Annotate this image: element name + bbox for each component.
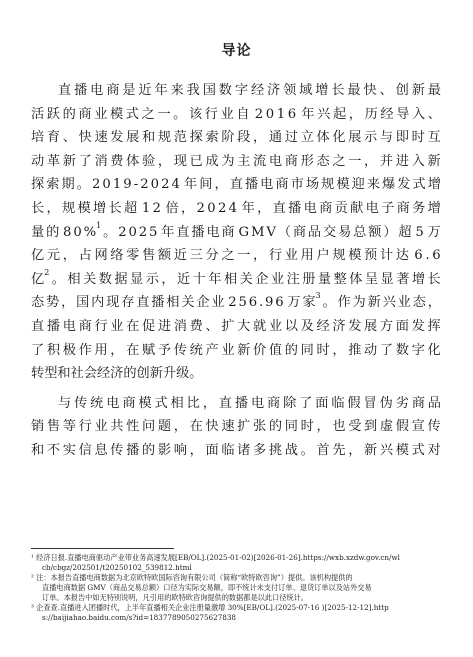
text-line: 亿$^2$ 。 相 关 数 据 显 示 ， 近 十 年 相 关 企 业 注 册 量 整 体 呈 显 著 增 长 — [31, 267, 441, 287]
footnote-marker: 3 — [315, 291, 321, 301]
text-line: 销 售 等 行 业 共 性 问 题 ， 在 快 速 扩 张 的 同 时 ， 也 受 到 虚 假 宣 传 — [31, 419, 441, 435]
paragraph-2 — [31, 392, 441, 463]
footnote-line: cb/cbgz/202501/t20250102_539812.html — [42, 563, 192, 572]
text-line: 动 革 新 了 消 费 体 验 ， 现 已 成 为 主 流 电 商 形 态 之 一 ， 并 进 入 新 — [31, 153, 441, 169]
text-line: 了 积 极 作 用 ， 在 赋 予 传 统 产 业 新 价 值 的 同 时 ， 推 动 了 数 字 化 — [31, 342, 441, 358]
footnotes — [31, 553, 443, 623]
footnote-marker: 1 — [96, 220, 102, 230]
footnote-line: 订单。本报告中如无特别说明，凡引用的欧特欧咨询提供的数据都是以此口径统计。 — [42, 593, 308, 602]
footnote-divider — [31, 548, 174, 549]
footnote-line: ³ 企查查.直播进入团播时代，上半年直播相关企业注册量激增 30%[EB/OL].(2025-07-16 )[2025-12-12].http — [31, 603, 389, 612]
text-line: 活 跃 的 商 业 模 式 之 一 。 该 行 业 自 2 0 1 6 年 兴 起 ， 历 经 导 入 、 — [31, 106, 441, 122]
footnote-marker: 2 — [44, 267, 50, 277]
footnote-line: ² 注：本报告直播电商数据为北京欧特欧国际咨询有限公司（简称“欧特欧咨询”）提供。该机构提供的 — [31, 573, 353, 582]
body-text — [31, 79, 441, 463]
text-line: 量 的 8 0 %$^1$ 。 2 0 2 5 年 直 播 电 商 G M V （ 商 品 交 易 总 额 ） 超 5 万 — [31, 220, 441, 240]
page-title: 导论 — [221, 43, 252, 59]
text-line: 态 势 ， 国 内 现 存 直 播 相 关 企 业 2 5 6 . 9 6 万 家$^3$ 。 作 为 新 兴 业 态 ， — [31, 291, 441, 311]
text-line: 与 传 统 电 商 模 式 相 比 ， 直 播 电 商 除 了 面 临 假 冒 伪 劣 商 品 — [58, 395, 441, 411]
text-line: 直 播 电 商 行 业 在 促 进 消 费 、 扩 大 就 业 以 及 经 济 发 展 方 面 发 挥 — [31, 318, 441, 334]
footnote-line: s://baijiahao.baidu.com/s?id=1837789050275627838 — [42, 613, 236, 622]
text-line: 转 型 和 社 会 经 济 的 创 新 升 级 。 — [31, 366, 203, 382]
paragraph-1 — [31, 79, 441, 386]
text-line: 探 索 期 。 2 0 1 9 - 2 0 2 4 年 间 ， 直 播 电 商 市 场 规 模 迎 来 爆 发 式 增 — [31, 177, 441, 193]
text-line: 和 不 实 信 息 传 播 的 影 响 ， 面 临 诸 多 挑 战 。 首 先 ， 新 兴 模 式 对 — [31, 442, 441, 458]
footnote-line: ¹ 经济日报.直播电商驱动产业带业务高速发展[EB/OL].(2025-01-02)[2026-01-26].https://wxb.xzdw.gov.cn/wl — [31, 553, 400, 562]
footnote-line: 直播电商数据 GMV（商品交易总额）口径为实际交易额，即不统计未支付订单、退货订单以及站外交易 — [42, 583, 372, 592]
text-line: 长 ， 规 模 增 长 超 1 2 倍 ， 2 0 2 4 年 ， 直 播 电 商 贡 献 电 子 商 务 增 — [31, 200, 441, 216]
text-line: 培 育 、 快 速 发 展 和 规 范 探 索 阶 段 ， 通 过 立 体 化 展 示 与 即 时 互 — [31, 130, 441, 146]
text-line: 亿 元 ， 占 网 络 零 售 额 近 三 分 之 一 ， 行 业 用 户 规 模 预 计 达 6 . 6 — [31, 248, 441, 264]
text-line: 直 播 电 商 是 近 年 来 我 国 数 字 经 济 领 域 增 长 最 快 、 创 新 最 — [58, 83, 441, 98]
